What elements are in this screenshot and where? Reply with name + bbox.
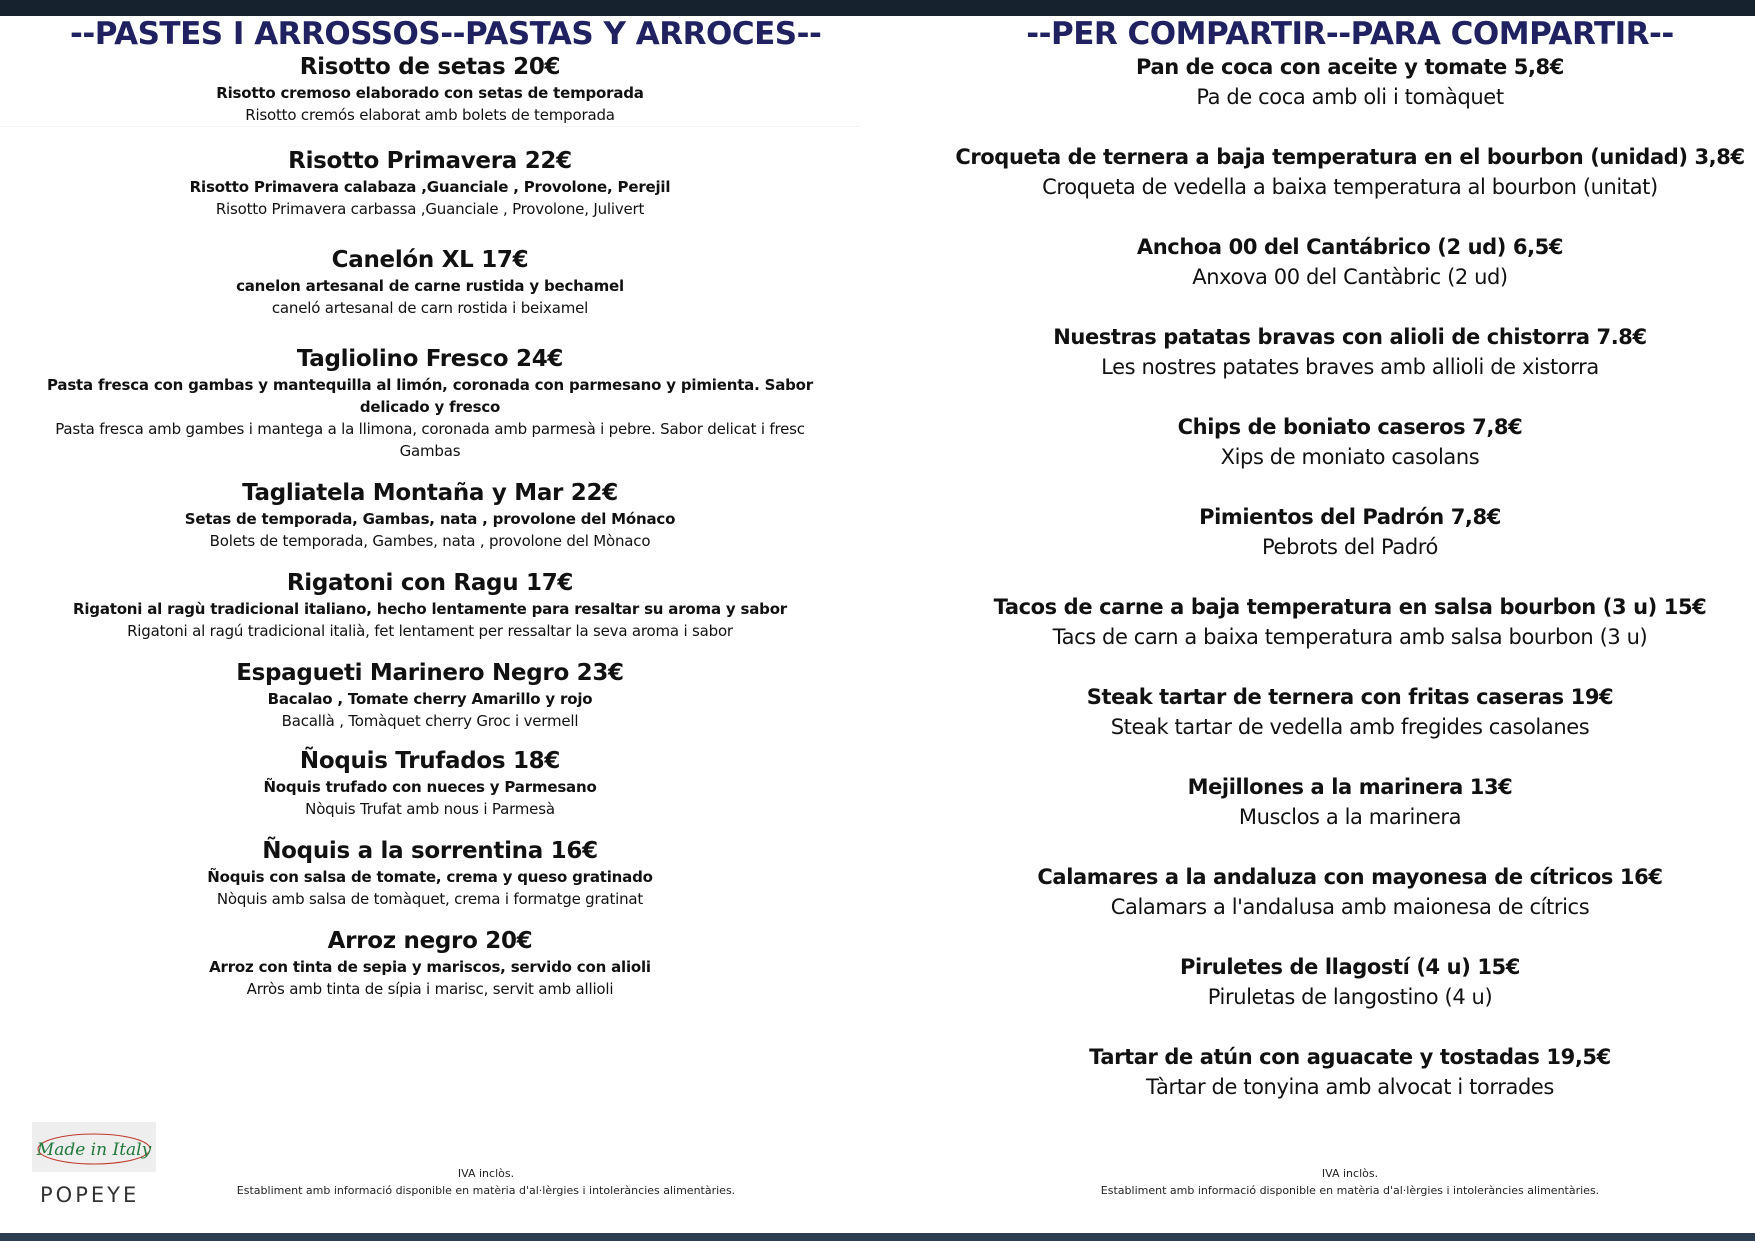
dish-name: Pan de coca con aceite y tomate 5,8€ xyxy=(1136,55,1564,79)
dish-translation: Pebrots del Padró xyxy=(1262,535,1438,559)
dish-name: Risotto Primavera 22€ xyxy=(288,148,572,174)
menu-item xyxy=(0,478,860,552)
menu-item xyxy=(0,146,860,220)
dish-translation: Xips de moniato casolans xyxy=(1220,445,1480,469)
dish-translation: Risotto cremós elaborat amb bolets de temporada xyxy=(245,106,615,124)
menu-item xyxy=(0,836,860,910)
menu-item xyxy=(0,746,860,820)
menu-item xyxy=(945,232,1755,292)
menu-item xyxy=(0,52,860,126)
dish-name: Tartar de atún con aguacate y tostadas 19,5€ xyxy=(1089,1045,1611,1069)
dish-translation: Bacallà , Tomàquet cherry Groc i vermell xyxy=(281,712,579,730)
dish-translation: Piruletas de langostino (4 u) xyxy=(1207,985,1493,1009)
dish-translation: Pa de coca amb oli i tomàquet xyxy=(1196,85,1504,109)
dish-name: Arroz negro 20€ xyxy=(327,928,533,954)
dish-description: Bacalao , Tomate cherry Amarillo y rojo xyxy=(267,690,593,708)
dish-name: Pimientos del Padrón 7,8€ xyxy=(1199,505,1501,529)
dish-description: Rigatoni al ragù tradicional italiano, hecho lentamente para resaltar su aroma y sabor xyxy=(72,600,787,618)
dish-translation: Bolets de temporada, Gambes, nata , provolone del Mònaco xyxy=(209,532,651,550)
menu-item xyxy=(0,658,860,732)
menu-item xyxy=(0,245,860,319)
menu-item xyxy=(945,952,1755,1012)
dish-name: Ñoquis a la sorrentina 16€ xyxy=(262,838,598,864)
menu-item xyxy=(945,682,1755,742)
footer-allergens: Establiment amb informació disponible en matèria d'al·lèrgies i intoleràncies alimentàries. xyxy=(236,1184,736,1197)
menu-item xyxy=(945,862,1755,922)
dish-translation: Tacs de carn a baixa temperatura amb salsa bourbon (3 u) xyxy=(1052,625,1648,649)
dish-translation: Risotto Primavera carbassa ,Guanciale , Provolone, Julivert xyxy=(215,200,645,218)
dish-name: Ñoquis Trufados 18€ xyxy=(299,748,561,774)
menu-item xyxy=(945,502,1755,562)
menu-item xyxy=(945,322,1755,382)
footer-iva: IVA inclòs. xyxy=(457,1167,515,1180)
dish-name: Tacos de carne a baja temperatura en salsa bourbon (3 u) 15€ xyxy=(993,595,1707,619)
dish-name: Piruletes de llagostí (4 u) 15€ xyxy=(1180,955,1520,979)
compartir-footer xyxy=(1010,1165,1690,1199)
dish-name: Calamares a la andaluza con mayonesa de cítricos 16€ xyxy=(1037,865,1663,889)
dish-name: Risotto de setas 20€ xyxy=(299,54,561,80)
compartir-column xyxy=(945,16,1755,1102)
dish-name: Anchoa 00 del Cantábrico (2 ud) 6,5€ xyxy=(1136,235,1564,259)
footer-allergens: Establiment amb informació disponible en matèria d'al·lèrgies i intoleràncies alimentàries. xyxy=(1100,1184,1600,1197)
menu-item xyxy=(945,142,1755,202)
dish-name: Canelón XL 17€ xyxy=(331,247,529,273)
dish-name: Steak tartar de ternera con fritas caseras 19€ xyxy=(1086,685,1614,709)
dish-name: Mejillones a la marinera 13€ xyxy=(1187,775,1513,799)
dish-name: Nuestras patatas bravas con alioli de chistorra 7.8€ xyxy=(1053,325,1647,349)
dish-name: Tagliolino Fresco 24€ xyxy=(296,346,564,372)
dish-translation: caneló artesanal de carn rostida i beixamel xyxy=(271,299,589,317)
top-bar xyxy=(0,0,1755,16)
dish-name: Tagliatela Montaña y Mar 22€ xyxy=(242,480,618,506)
menu-item xyxy=(0,568,860,642)
menu-item xyxy=(0,926,860,1000)
dish-translation: Arròs amb tinta de sípia i marisc, servit amb allioli xyxy=(246,980,614,998)
dish-translation: Steak tartar de vedella amb fregides casolanes xyxy=(1110,715,1590,739)
menu-item xyxy=(945,1042,1755,1102)
pastas-section-title: --PASTES I ARROSSOS--PASTAS Y ARROCES-- xyxy=(70,16,822,52)
made-in-italy-text: Made in Italy xyxy=(36,1140,152,1160)
menu-item xyxy=(0,344,860,462)
menu-item xyxy=(945,772,1755,832)
dish-translation: Rigatoni al ragú tradicional italià, fet lentament per ressaltar la seva aroma i sabor xyxy=(127,622,733,640)
dish-translation: Anxova 00 del Cantàbric (2 ud) xyxy=(1192,265,1508,289)
dish-translation: Nòquis amb salsa de tomàquet, crema i formatge gratinat xyxy=(216,890,644,908)
dish-translation: Nòquis Trufat amb nous i Parmesà xyxy=(305,800,555,818)
dish-translation: Tàrtar de tonyina amb alvocat i torrades xyxy=(1146,1075,1554,1099)
dish-translation: Croqueta de vedella a baixa temperatura al bourbon (unitat) xyxy=(1042,175,1658,199)
dish-translation: Calamars a l'andalusa amb maionesa de cítrics xyxy=(1110,895,1590,919)
bottom-bar xyxy=(0,1233,1755,1241)
pastas-column xyxy=(0,16,860,1000)
dish-name: Rigatoni con Ragu 17€ xyxy=(286,570,574,596)
pastas-footer xyxy=(186,1165,786,1199)
menu-item xyxy=(945,52,1755,112)
popeye-logo: POPEYE xyxy=(40,1183,140,1207)
dish-description: Risotto Primavera calabaza ,Guanciale , Provolone, Perejil xyxy=(189,178,671,196)
made-in-italy-logo xyxy=(32,1122,156,1172)
dish-description: Risotto cremoso elaborado con setas de temporada xyxy=(216,84,644,102)
menu-item xyxy=(945,592,1755,652)
dish-name: Espagueti Marinero Negro 23€ xyxy=(236,660,624,686)
dish-translation: Pasta fresca amb gambes i mantega a la llimona, coronada amb parmesà i pebre. Sabor delicat i fresc Gambas xyxy=(55,420,805,460)
dish-name: Croqueta de ternera a baja temperatura en el bourbon (unidad) 3,8€ xyxy=(955,145,1745,169)
compartir-section-title: --PER COMPARTIR--PARA COMPARTIR-- xyxy=(1026,16,1674,52)
dish-description: canelon artesanal de carne rustida y bechamel xyxy=(236,277,624,295)
made-in-italy-logo-art xyxy=(32,1122,156,1172)
dish-description: Ñoquis trufado con nueces y Parmesano xyxy=(263,778,597,796)
dish-name: Chips de boniato caseros 7,8€ xyxy=(1177,415,1523,439)
dish-translation: Musclos a la marinera xyxy=(1238,805,1462,829)
dish-description: Arroz con tinta de sepia y mariscos, servido con alioli xyxy=(209,958,651,976)
menu-item xyxy=(945,412,1755,472)
dish-description: Ñoquis con salsa de tomate, crema y queso gratinado xyxy=(207,868,653,886)
dish-translation: Les nostres patates braves amb allioli de xistorra xyxy=(1101,355,1599,379)
dish-description: Pasta fresca con gambas y mantequilla al limón, coronada con parmesano y pimienta. Sabor delicado y fresco xyxy=(47,376,813,416)
footer-iva: IVA inclòs. xyxy=(1321,1167,1379,1180)
dish-description: Setas de temporada, Gambas, nata , provolone del Mónaco xyxy=(184,510,676,528)
